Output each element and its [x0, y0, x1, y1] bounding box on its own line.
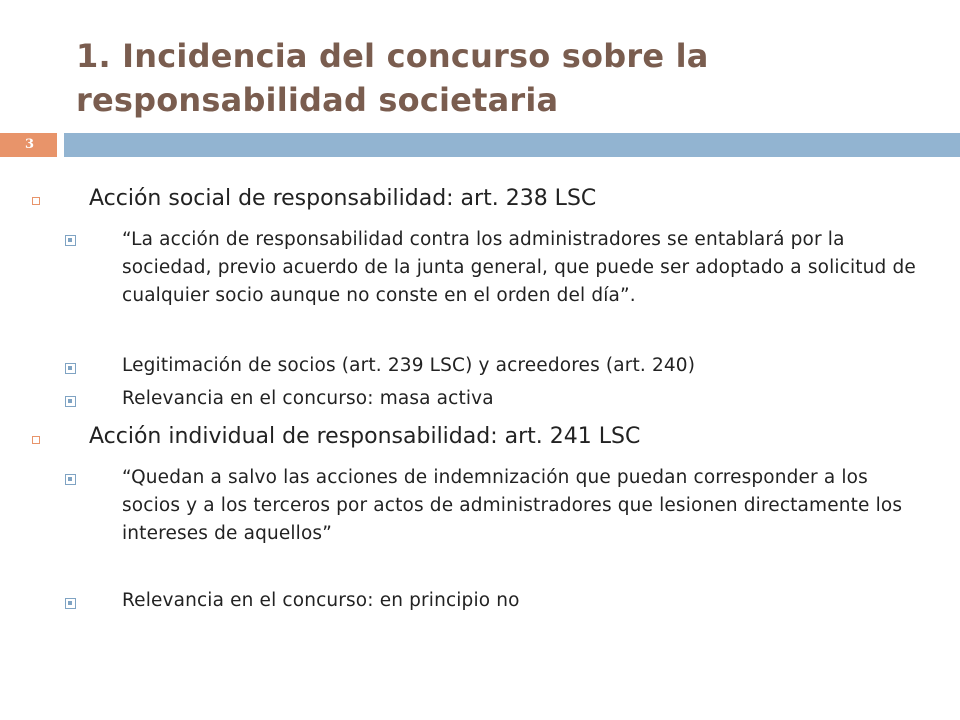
bullet-level1-text: Acción individual de responsabilidad: art. 241 LSC	[89, 424, 641, 449]
square-bullet-icon	[65, 396, 76, 407]
square-bullet-icon	[65, 235, 76, 246]
square-bullet-icon	[65, 363, 76, 374]
bullet-level2-text: Relevancia en el concurso: masa activa	[122, 388, 494, 409]
square-bullet-icon	[65, 474, 76, 485]
bullet-level2-text: Legitimación de socios (art. 239 LSC) y acreedores (art. 240)	[122, 355, 696, 376]
square-bullet-icon	[65, 598, 76, 609]
bullet-level2-text: “La acción de responsabilidad contra los administradores se entablará por la sociedad, previo acuerdo de la junta general, que puede ser adoptado a solicitud de cualquier socio aunque no conste en el orden del día”.	[122, 229, 916, 306]
slide-title: 1. Incidencia del concurso sobre la responsabilidad societaria	[76, 37, 709, 119]
bullet-level2-text: “Quedan a salvo las acciones de indemnización que puedan corresponder a los socios y a los terceros por actos de administradores que lesionen directamente los intereses de aquellos”	[122, 467, 903, 544]
square-bullet-icon	[32, 436, 40, 444]
bullet-level1-text: Acción social de responsabilidad: art. 238 LSC	[89, 186, 597, 211]
square-bullet-icon	[32, 197, 40, 205]
slide-number: 3	[24, 137, 35, 152]
bullet-level2-text: Relevancia en el concurso: en principio no	[122, 590, 520, 611]
